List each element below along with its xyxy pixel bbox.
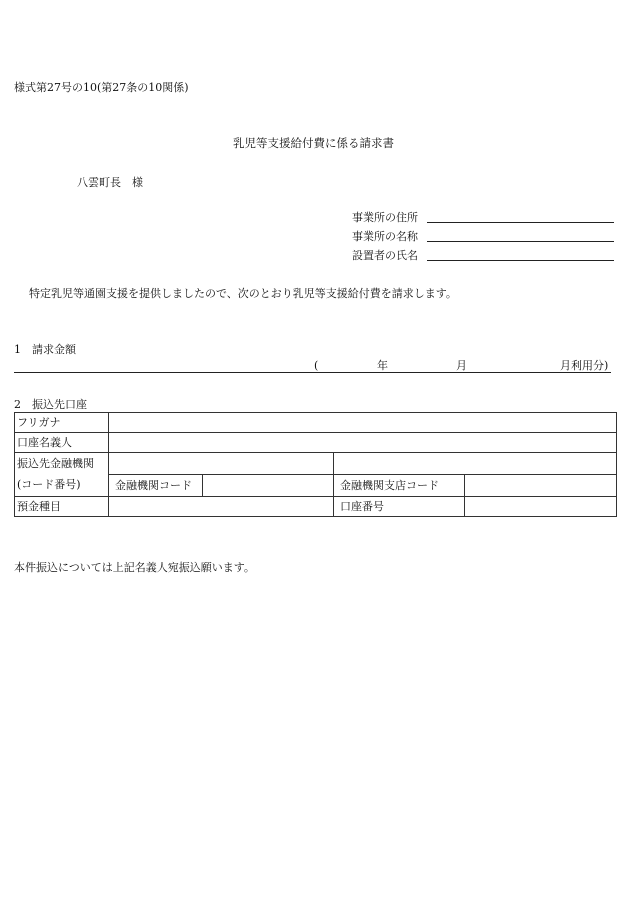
owner-name-label: 設置者の氏名 xyxy=(352,249,418,262)
bank-institution-label xyxy=(15,453,109,497)
bank-institution-label-line1: 振込先金融機関 xyxy=(17,457,94,470)
account-number-field[interactable] xyxy=(465,496,617,516)
deposit-type-label: 預金種目 xyxy=(15,496,109,516)
statement-text: 特定乳児等通園支援を提供しましたので、次のとおり乳児等支援給付費を請求します。 xyxy=(29,287,457,300)
period-month-label: 月 xyxy=(456,359,467,372)
section2-heading: 2 振込先口座 xyxy=(14,398,87,411)
account-number-label: 口座番号 xyxy=(334,496,465,516)
account-holder-field[interactable] xyxy=(109,433,617,453)
document-title: 乳児等支援給付費に係る請求書 xyxy=(233,136,394,150)
business-name-field[interactable] xyxy=(427,241,614,242)
claim-amount-field[interactable] xyxy=(14,372,611,373)
addressee: 八雲町長 様 xyxy=(77,176,143,189)
table-row xyxy=(15,413,617,433)
branch-code-label: 金融機関支店コード xyxy=(334,474,465,496)
branch-code-field[interactable] xyxy=(465,474,617,496)
furigana-field[interactable] xyxy=(109,413,617,433)
closing-text: 本件振込については上記名義人宛振込願います。 xyxy=(14,561,255,574)
business-address-field[interactable] xyxy=(427,222,614,223)
period-year-label: 年 xyxy=(377,359,388,372)
bank-code-field[interactable] xyxy=(203,474,334,496)
owner-name-field[interactable] xyxy=(427,260,614,261)
furigana-label: フリガナ xyxy=(15,413,109,433)
form-number: 様式第27号の10(第27条の10関係) xyxy=(14,81,189,94)
bank-name-field[interactable] xyxy=(109,453,334,475)
branch-name-field[interactable] xyxy=(334,453,617,475)
account-holder-label: 口座名義人 xyxy=(15,433,109,453)
deposit-type-field[interactable] xyxy=(109,496,334,516)
bank-institution-label-line2: (コード番号) xyxy=(17,477,81,491)
section1-heading: 1 請求金額 xyxy=(14,343,76,356)
business-address-label: 事業所の住所 xyxy=(352,211,418,224)
business-name-label: 事業所の名称 xyxy=(352,230,418,243)
table-row xyxy=(15,496,617,516)
table-row xyxy=(15,433,617,453)
period-paren-open: ( xyxy=(314,359,319,372)
bank-code-label: 金融機関コード xyxy=(109,474,203,496)
period-usage-label: 月利用分) xyxy=(560,359,609,372)
table-row xyxy=(15,453,617,475)
bank-account-table xyxy=(14,412,617,517)
